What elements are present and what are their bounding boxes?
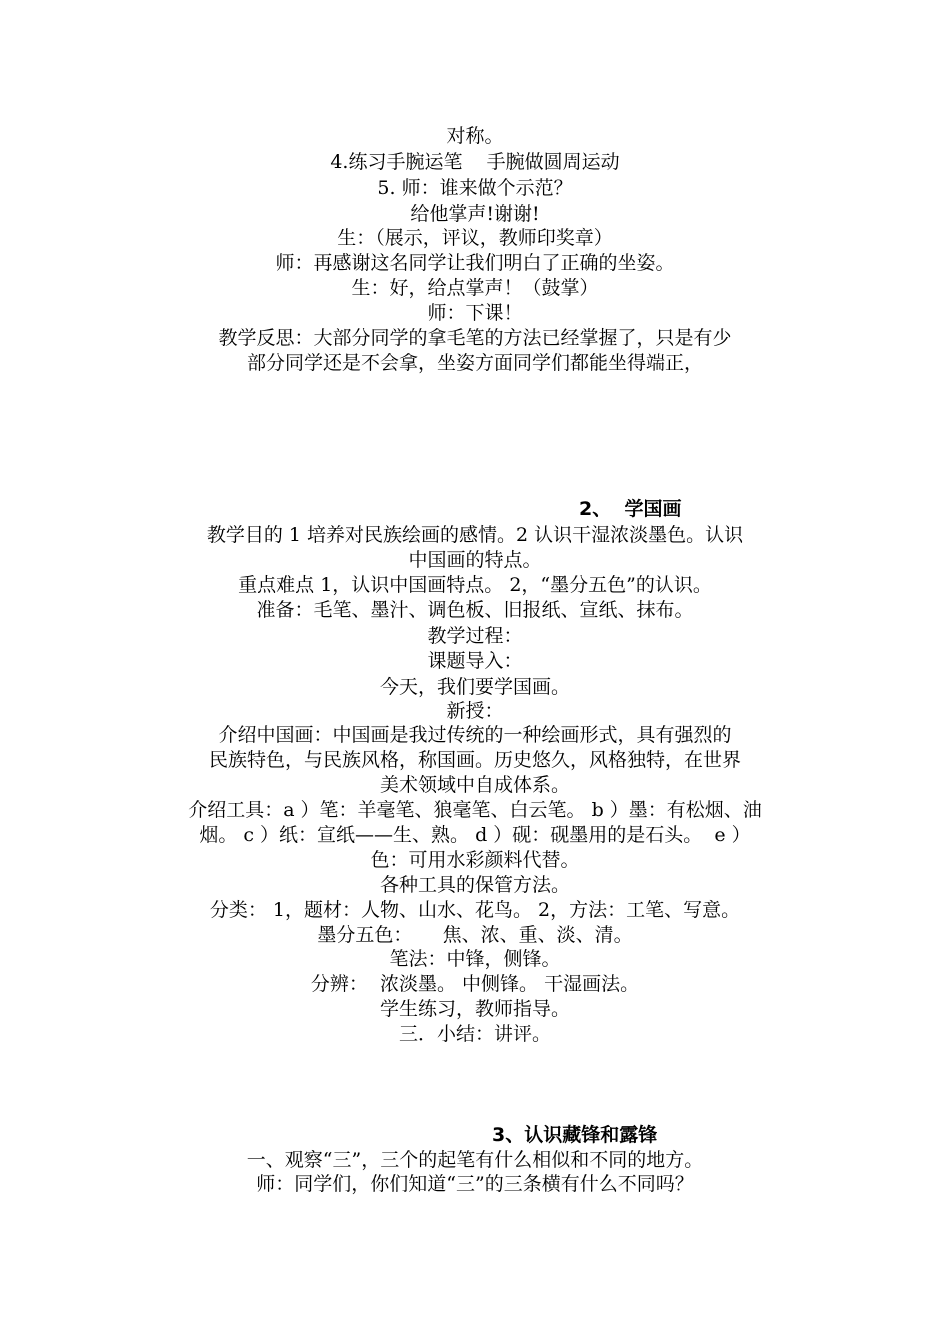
text-line: 各种工具的保管方法。 [379, 874, 570, 896]
text-line: 对称。 [446, 125, 504, 147]
text-line: 课题导入： [427, 650, 523, 672]
text-line: 美术领域中自成体系。 [379, 774, 570, 796]
text-line: 5. 师：谁来做个示范？ [377, 177, 573, 199]
text-line: 师：下课！ [427, 302, 523, 324]
text-line: 准备：毛笔、墨汁、调色板、旧报纸、宣纸、抹布。 [256, 599, 694, 621]
text-line: 民族特色，与民族风格，称国画。历史悠久，风格独特，在世界 [208, 749, 741, 771]
text-line: 分辨： 浓淡墨。 中侧锋。 干湿画法。 [310, 973, 640, 995]
section-title: 3、认识藏锋和露锋 [492, 1124, 658, 1146]
text-line: 今天，我们要学国画。 [379, 676, 570, 698]
text-line: 教学过程： [427, 625, 523, 647]
text-line: 介绍工具：a ）笔：羊毫笔、狼毫笔、白云笔。 b ）墨：有松烟、油 [188, 799, 762, 821]
text-line: 部分同学还是不会拿，坐姿方面同学们都能坐得端正， [246, 352, 703, 374]
text-line: 中国画的特点。 [408, 549, 542, 571]
text-line: 给他掌声!谢谢! [410, 203, 540, 225]
text-line: 学生练习，教师指导。 [379, 998, 570, 1020]
text-line: 新授： [446, 700, 504, 722]
text-line: 墨分五色： 焦、浓、重、淡、清。 [317, 924, 633, 946]
text-line: 三．小结：讲评。 [398, 1023, 551, 1045]
text-line: 重点难点 1，认识中国画特点。 2，“墨分五色”的认识。 [238, 574, 712, 596]
text-line: 师：再感谢这名同学让我们明白了正确的坐姿。 [275, 252, 675, 274]
text-line: 笔法：中锋，侧锋。 [389, 948, 561, 970]
text-line: 生：好，给点掌声！（鼓掌） [351, 277, 599, 299]
text-line: 教学反思：大部分同学的拿毛笔的方法已经掌握了，只是有少 [218, 327, 732, 349]
text-line: 分类： 1，题材：人物、山水、花鸟。 2，方法：工笔、写意。 [209, 899, 741, 921]
text-line: 介绍中国画：中国画是我过传统的一种绘画形式，具有强烈的 [218, 724, 732, 746]
text-line: 色：可用水彩颜料代替。 [370, 849, 580, 871]
text-line: 一、观察“三”，三个的起笔有什么相似和不同的地方。 [246, 1149, 704, 1171]
text-line: 4.练习手腕运笔 手腕做圆周运动 [330, 151, 620, 173]
text-line: 教学目的 1 培养对民族绘画的感情。2 认识干湿浓淡墨色。认识 [206, 524, 744, 546]
text-line: 烟。 c ）纸：宣纸——生、熟。 d ）砚：砚墨用的是石头。 e ） [199, 824, 751, 846]
section-title: 2、 学国画 [579, 498, 682, 520]
text-line: 师：同学们，你们知道“三”的三条横有什么不同吗？ [256, 1173, 694, 1195]
text-line: 生：（展示，评议，教师印奖章） [337, 227, 613, 249]
